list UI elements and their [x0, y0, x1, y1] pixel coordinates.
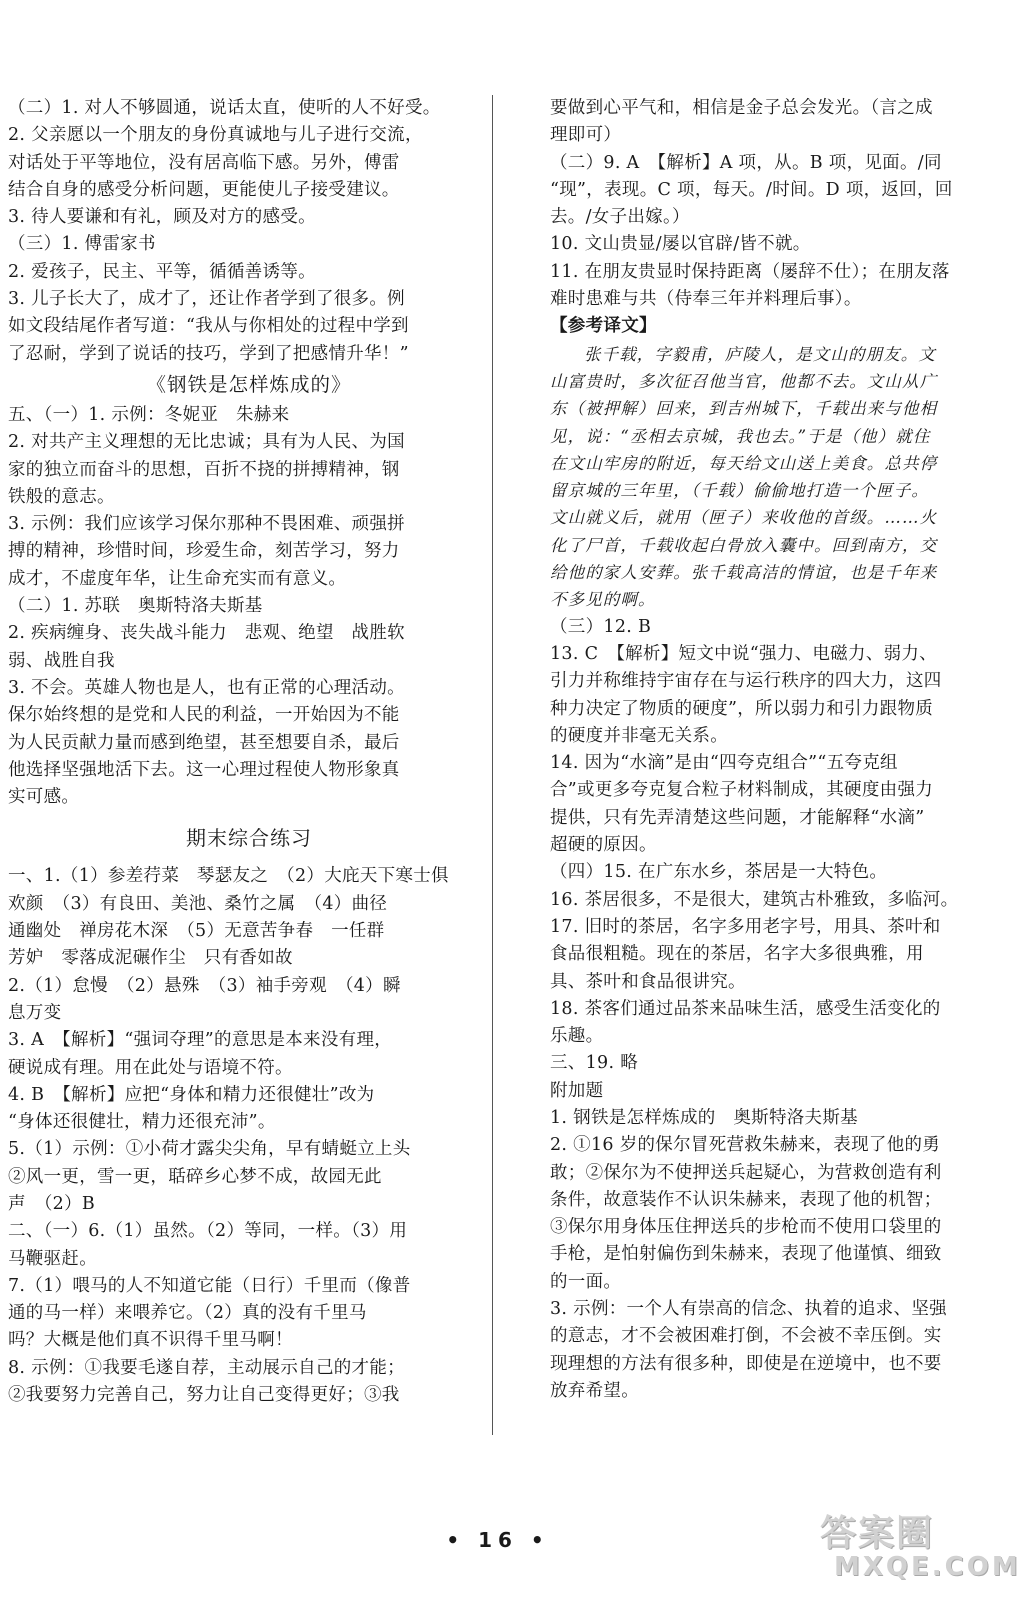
- text-line: 硬说成有理。用在此处与语境不符。: [8, 1057, 293, 1078]
- text-line: （二）1. 苏联 奥斯特洛夫斯基: [8, 596, 263, 617]
- text-line: 合”或更多夸克复合粒子材料制成，其硬度由强力: [550, 780, 934, 801]
- text-line: ②我要努力完善自己，努力让自己变得更好；③我: [8, 1385, 400, 1406]
- text-line: 提供，只有先弄清楚这些问题，才能解释“水滴”: [550, 807, 925, 828]
- reference-translation: [550, 341, 970, 614]
- reference-translation-title: 【参考译文】: [550, 316, 657, 337]
- text-line: 实可感。: [8, 787, 80, 808]
- right-answers-block-1: [550, 95, 970, 313]
- text-line: 马鞭驱赶。: [8, 1248, 97, 1269]
- text-line: 给他的家人安葬。张千载高洁的情谊，也是千年来: [550, 563, 938, 583]
- left-answers-block-1: [8, 95, 470, 368]
- text-line: 文山就义后，就用（匣子）来收他的首级。……火: [550, 508, 938, 528]
- text-line: 不多见的啊。: [550, 590, 656, 610]
- text-line: 成才，不虚度年华，让生命充实而有意义。: [8, 568, 347, 589]
- text-line: 张千载，字毅甫，庐陵人，是文山的朋友。文: [584, 344, 936, 364]
- text-line: 引力并称维持宇宙存在与运行秩序的四大力，这四: [550, 671, 942, 692]
- text-line: 通的马一样）来喂养它。（2）真的没有千里马: [8, 1303, 367, 1324]
- text-line: 保尔始终想的是党和人民的利益，一开始因为不能: [8, 705, 400, 726]
- text-line: 食品很粗糙。现在的茶居，名字大多很典雅，用: [550, 944, 924, 965]
- watermark-bottom-text: MXQE.COM: [834, 1552, 1021, 1582]
- section-heading-steel: 《钢铁是怎样炼成的》: [146, 372, 352, 396]
- text-line: 条件，故意装作不认识朱赫来，表现了他的机智；: [550, 1189, 942, 1210]
- column-divider: [492, 95, 493, 1435]
- text-line: 为人民贡献力量而感到绝望，甚至想要自杀，最后: [8, 732, 400, 753]
- text-line: 欢颜 （3）有良田、美池、桑竹之属 （4）曲径: [8, 893, 388, 914]
- text-line: 2. ①16 岁的保尔冒死营救朱赫来，表现了他的勇: [550, 1135, 941, 1156]
- text-line: 3. 不会。英雄人物也是人，也有正常的心理活动。: [8, 677, 405, 698]
- watermark-top-text: 答案圈: [820, 1513, 935, 1554]
- text-line: 8. 示例：①我要毛遂自荐，主动展示自己的才能；: [8, 1357, 405, 1378]
- text-line: 铁般的意志。: [8, 486, 115, 507]
- right-column: [550, 95, 970, 1405]
- text-line: 2. 父亲愿以一个朋友的身份真诚地与儿子进行交流，: [8, 125, 423, 146]
- text-line: 东（被押解）回来，到吉州城下，千载出来与他相: [550, 399, 938, 419]
- section-heading-final-exercise: 期末综合练习: [186, 826, 312, 851]
- text-line: 14. 因为“水滴”是由“四夸克组合”“五夸克组: [550, 753, 898, 774]
- text-line: 3. A 【解析】“强词夺理”的意思是本来没有理，: [8, 1030, 393, 1051]
- text-line: 2. 对共产主义理想的无比忠诚；具有为人民、为国: [8, 432, 405, 453]
- text-line: 超硬的原因。: [550, 835, 657, 856]
- text-line: 了忍耐，学到了说话的技巧，学到了把感情升华！”: [8, 343, 409, 364]
- text-line: 3. 儿子长大了，成才了，还让作者学到了很多。例: [8, 289, 405, 310]
- text-line: 结合自身的感受分析问题，更能使儿子接受建议。: [8, 179, 400, 200]
- text-line: 18. 茶客们通过品茶来品味生活，感受生活变化的: [550, 998, 941, 1019]
- watermark-logo: [820, 1505, 1021, 1593]
- text-line: 1. 钢铁是怎样炼成的 奥斯特洛夫斯基: [550, 1107, 858, 1128]
- left-column: [8, 95, 470, 1409]
- text-line: 的一面。: [550, 1271, 622, 1292]
- text-line: ②风一更，雪一更，聒碎乡心梦不成，故园无此: [8, 1166, 382, 1187]
- text-line: 17. 旧时的茶居，名字多用老字号，用具、茶叶和: [550, 916, 941, 937]
- text-line: 他选择坚强地活下去。这一心理过程使人物形象真: [8, 759, 400, 780]
- text-line: 难时患难与共（侍奉三年并料理后事）。: [550, 289, 862, 310]
- left-answers-block-2: [8, 402, 470, 811]
- text-line: 化了尸首，千载收起白骨放入囊中。回到南方，交: [550, 535, 938, 555]
- text-line: 去。/女子出嫁。）: [550, 207, 690, 228]
- text-line: 敢；②保尔为不使押送兵起疑心，为营救创造有利: [550, 1162, 942, 1183]
- text-line: 芳妒 零落成泥碾作尘 只有香如故: [8, 948, 293, 969]
- text-line: 具、茶叶和食品很讲究。: [550, 971, 746, 992]
- text-line: （二）9. A 【解析】A 项，从。B 项，见面。/同: [550, 152, 942, 173]
- text-line: 3. 示例：一个人有崇高的信念、执着的追求、坚强: [550, 1299, 947, 1320]
- text-line: “现”，表现。C 项，每天。/时间。D 项，返回，回: [550, 179, 953, 200]
- text-line: 3. 待人要谦和有礼，顾及对方的感受。: [8, 207, 316, 228]
- text-line: 要做到心平气和，相信是金子总会发光。（言之成: [550, 98, 933, 118]
- text-line: 在文山牢房的附近，每天给文山送上美食。总共停: [550, 453, 938, 473]
- text-line: 2. 爱孩子，民主、平等，循循善诱等。: [8, 261, 316, 282]
- text-line: ③保尔用身体压住押送兵的步枪而不使用口袋里的: [550, 1217, 942, 1238]
- text-line: 5.（1）示例：①小荷才露尖尖角，早有蜻蜓立上头: [8, 1139, 411, 1160]
- text-line: 弱、战胜自我: [8, 650, 115, 671]
- text-line: “身体还很健壮，精力还很充沛”。: [8, 1112, 276, 1133]
- text-line: 2.（1）怠慢 （2）悬殊 （3）袖手旁观 （4）瞬: [8, 975, 401, 996]
- text-line: 16. 茶居很多，不是很大，建筑古朴雅致，多临河。: [550, 889, 959, 910]
- text-line: 7.（1）喂马的人不知道它能（日行）千里而（像普: [8, 1275, 411, 1296]
- text-line: 通幽处 禅房花木深 （5）无意苦争春 一任群: [8, 921, 385, 942]
- text-line: 留京城的三年里，（千载）偷偷地打造一个匣子。: [550, 481, 929, 501]
- text-line: 家的独立而奋斗的思想，百折不挠的拼搏精神，钢: [8, 459, 400, 480]
- text-line: 4. B 【解析】应把“身体和精力还很健壮”改为: [8, 1084, 375, 1105]
- text-line: 乐趣。: [550, 1026, 604, 1047]
- page-number: • 16 •: [446, 1528, 550, 1552]
- text-line: 3. 示例：我们应该学习保尔那种不畏困难、顽强拼: [8, 514, 405, 535]
- text-line: 吗？大概是他们真不识得千里马啊！: [8, 1330, 293, 1351]
- text-line: 对话处于平等地位，没有居高临下感。另外，傅雷: [8, 152, 400, 173]
- text-line: 附加题: [550, 1080, 604, 1101]
- text-line: 种力决定了物质的硬度”，所以弱力和引力跟物质: [550, 698, 934, 719]
- text-line: （三）1. 傅雷家书: [8, 234, 156, 255]
- text-line: 二、（一）6.（1）虽然。（2）等同，一样。（3）用: [8, 1221, 408, 1242]
- text-line: 如文段结尾作者写道：“我从与你相处的过程中学到: [8, 316, 409, 337]
- text-line: 10. 文山贵显/屡以官辟/皆不就。: [550, 234, 811, 255]
- text-line: 息万变: [8, 1002, 62, 1023]
- text-line: 2. 疾病缠身、丧失战斗能力 悲观、绝望 战胜软: [8, 623, 405, 644]
- text-line: 的意志，才不会被困难打倒，不会被不幸压倒。实: [550, 1326, 942, 1347]
- text-line: 手枪，是怕射偏伤到朱赫来，表现了他谨慎、细致: [550, 1244, 942, 1265]
- right-answers-block-2: [550, 614, 970, 1406]
- text-line: 理即可）: [550, 125, 622, 146]
- text-line: 的硬度并非毫无关系。: [550, 725, 728, 746]
- text-line: （三）12. B: [550, 616, 652, 637]
- text-line: 11. 在朋友贵显时保持距离（屡辞不仕）；在朋友落: [550, 261, 950, 282]
- left-answers-block-3: [8, 863, 470, 1409]
- text-line: 现理想的方法有很多种，即使是在逆境中，也不要: [550, 1353, 942, 1374]
- text-line: 13. C 【解析】短文中说“强力、电磁力、弱力、: [550, 643, 937, 664]
- text-line: 三、19. 略: [550, 1053, 638, 1074]
- text-line: 五、（一）1. 示例：冬妮亚 朱赫来: [8, 404, 290, 425]
- text-line: 放弃希望。: [550, 1380, 639, 1401]
- text-line: 山富贵时，多次征召他当官，他都不去。文山从广: [550, 371, 938, 391]
- text-line: （四）15. 在广东水乡，茶居是一大特色。: [550, 862, 888, 883]
- text-line: 见，说：“丞相去京城，我也去。”于是（他）就住: [550, 426, 931, 446]
- text-line: 声 （2）B: [8, 1193, 96, 1214]
- text-line: 一、1.（1）参差荇菜 琴瑟友之 （2）大庇天下寒士俱: [8, 866, 449, 887]
- text-line: 搏的精神，珍惜时间，珍爱生命，刻苦学习，努力: [8, 541, 400, 562]
- text-line: （二）1. 对人不够圆通，说话太直，使听的人不好受。: [8, 98, 441, 118]
